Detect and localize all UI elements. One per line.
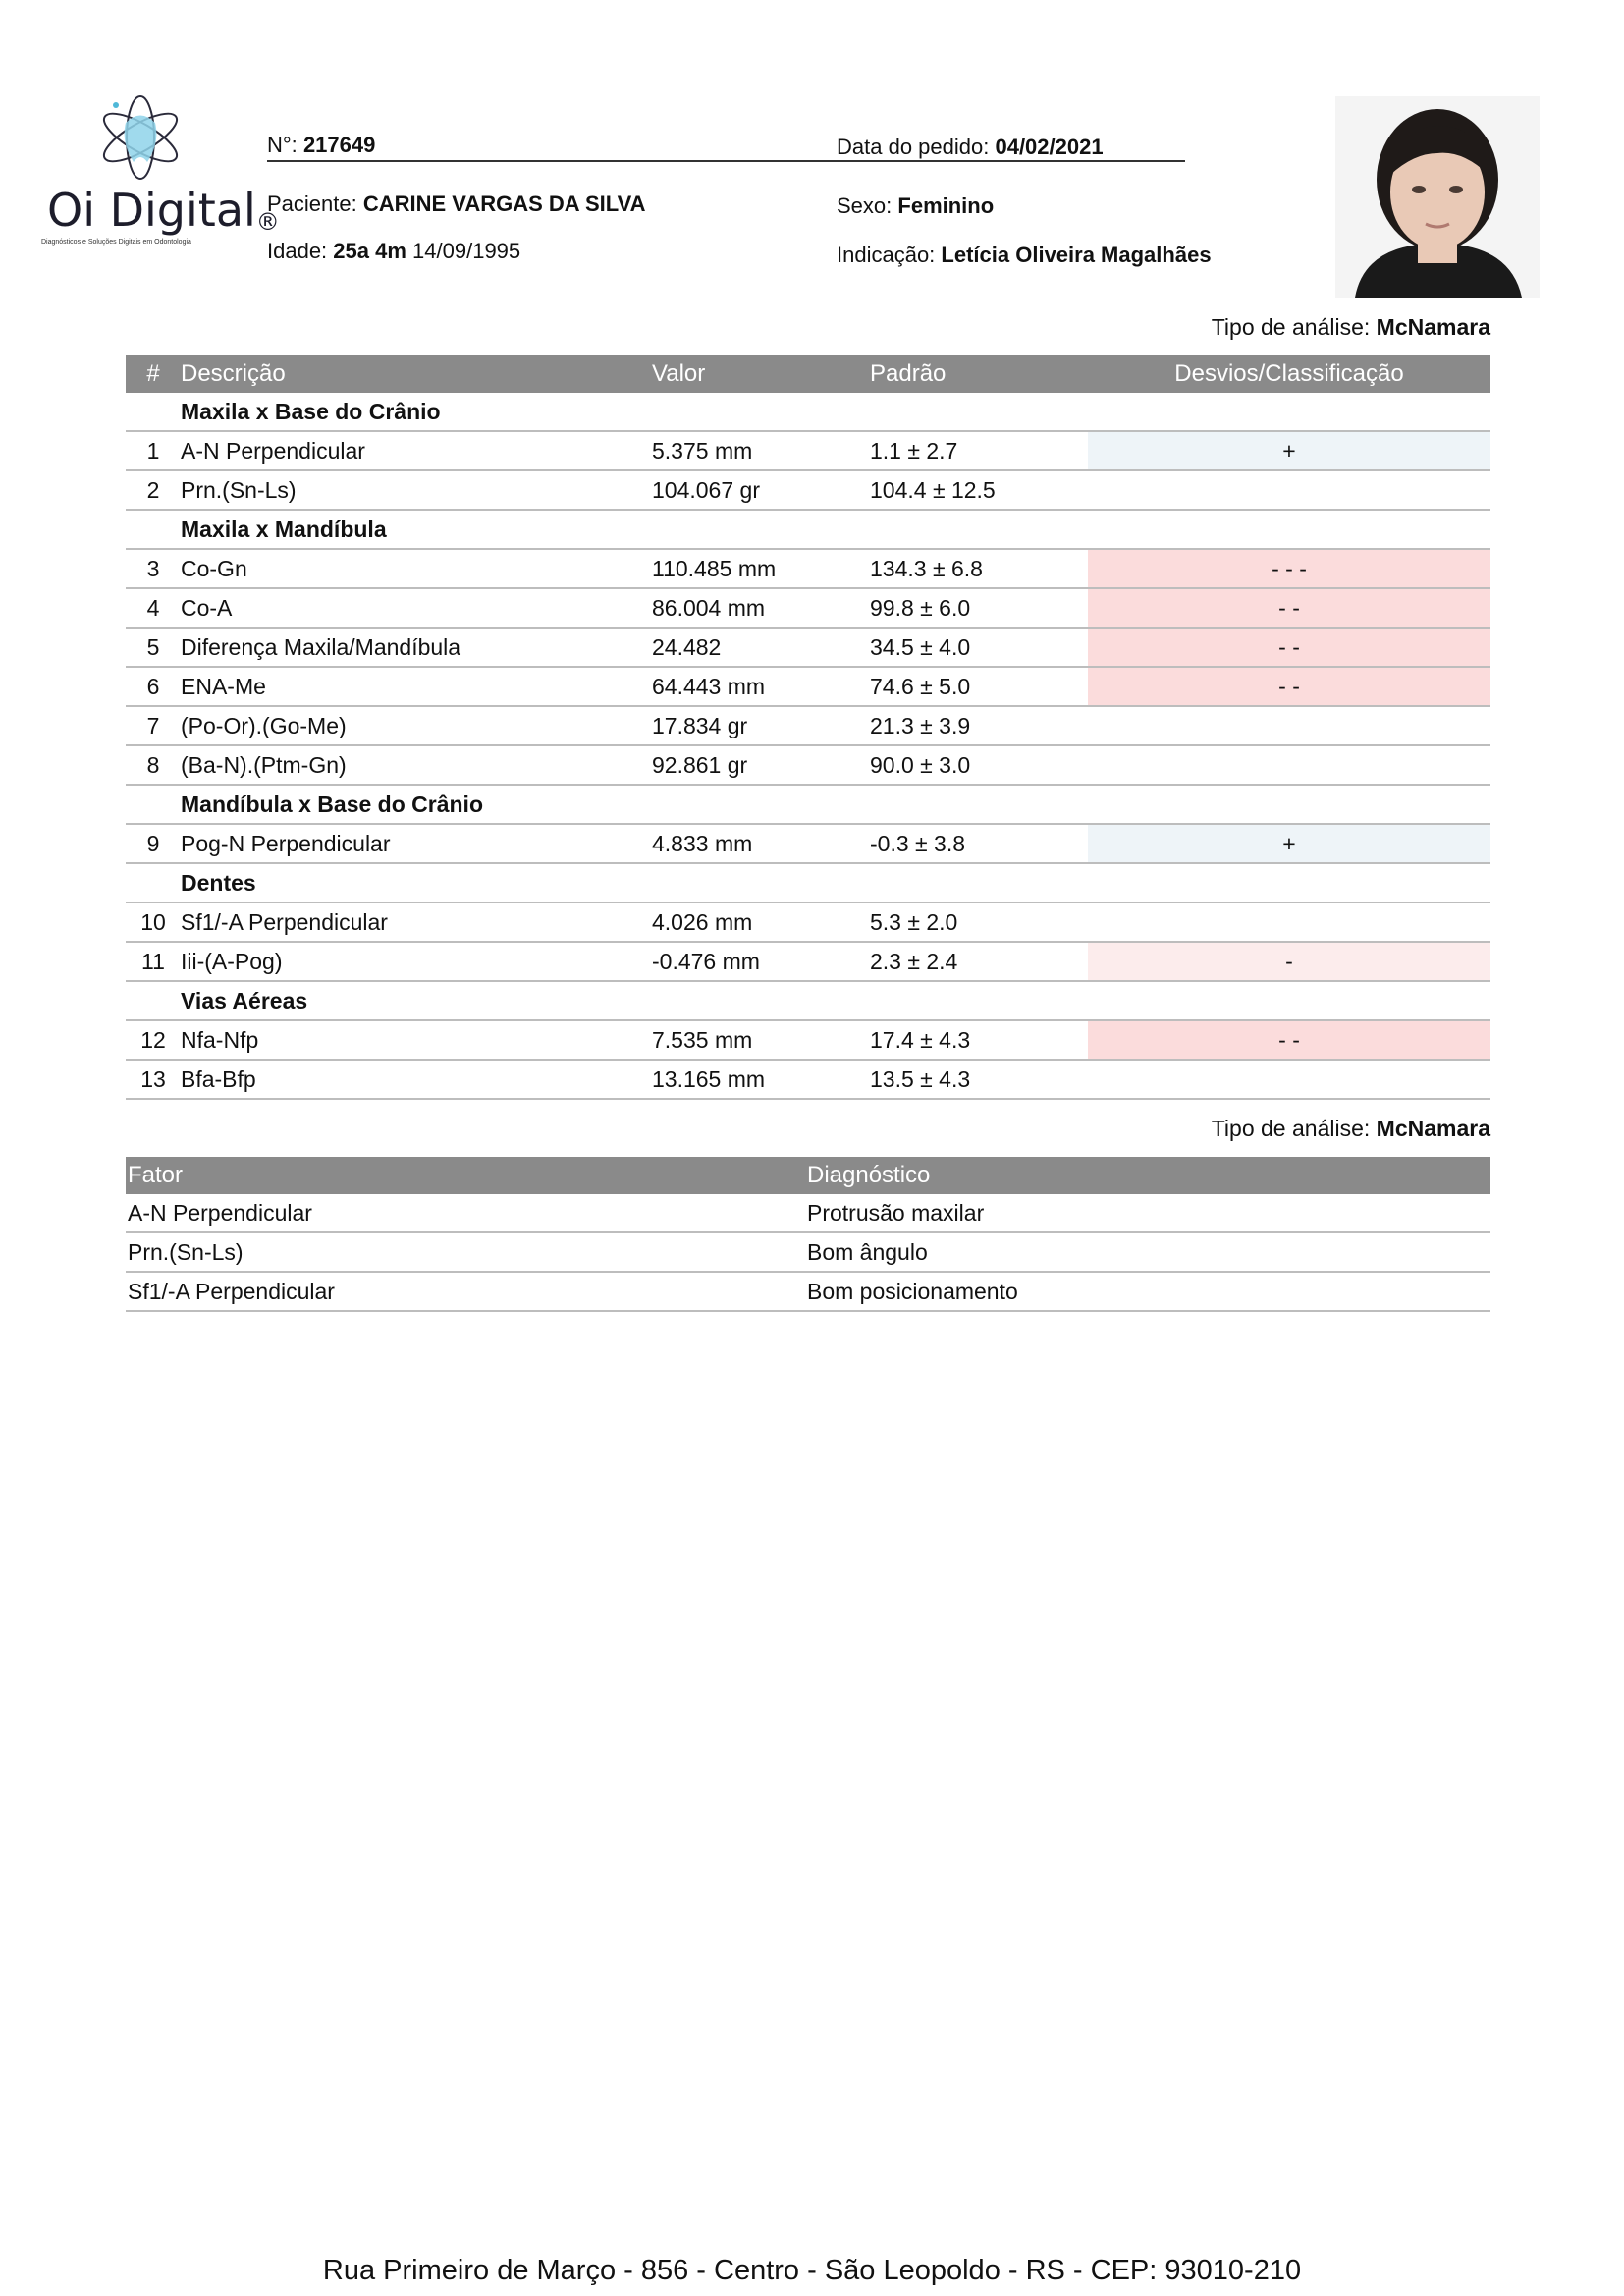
table-row xyxy=(126,1020,1490,1060)
row-desvio: - - xyxy=(1088,588,1490,628)
row-num: 10 xyxy=(126,902,181,942)
row-valor: 64.443 mm xyxy=(652,667,870,706)
section-title: Maxila x Base do Crânio xyxy=(181,393,1490,431)
row-desvio xyxy=(1088,1060,1490,1099)
patient-name: Paciente: CARINE VARGAS DA SILVA xyxy=(267,191,646,216)
row-padrao: 99.8 ± 6.0 xyxy=(870,588,1088,628)
patient-age: Idade: 25a 4m 14/09/1995 xyxy=(267,239,521,263)
row-desvio xyxy=(1088,902,1490,942)
section-title: Maxila x Mandíbula xyxy=(181,510,1490,549)
table-row xyxy=(126,706,1490,745)
table-row xyxy=(126,942,1490,981)
row-valor: 92.861 gr xyxy=(652,745,870,785)
section-title: Mandíbula x Base do Crânio xyxy=(181,785,1490,824)
row-num: 11 xyxy=(126,942,181,981)
row-padrao: 34.5 ± 4.0 xyxy=(870,628,1088,667)
table-row xyxy=(126,667,1490,706)
row-descricao: (Po-Or).(Go-Me) xyxy=(181,706,652,745)
row-descricao: Pog-N Perpendicular xyxy=(181,824,652,863)
section-row xyxy=(126,863,1490,902)
row-desvio xyxy=(1088,745,1490,785)
row-padrao: 2.3 ± 2.4 xyxy=(870,942,1088,981)
row-fator: Sf1/-A Perpendicular xyxy=(126,1272,805,1311)
section-title: Vias Aéreas xyxy=(181,981,1490,1020)
table-row xyxy=(126,588,1490,628)
row-descricao: (Ba-N).(Ptm-Gn) xyxy=(181,745,652,785)
row-num: 4 xyxy=(126,588,181,628)
col-padrao: Padrão xyxy=(870,355,1088,393)
company-logo xyxy=(39,93,280,280)
row-num: 1 xyxy=(126,431,181,470)
row-desvio xyxy=(1088,470,1490,510)
table-row xyxy=(126,1232,1490,1272)
row-padrao: 90.0 ± 3.0 xyxy=(870,745,1088,785)
row-padrao: 17.4 ± 4.3 xyxy=(870,1020,1088,1060)
order-number: N°: 217649 xyxy=(267,133,376,157)
row-desvio: - - xyxy=(1088,1020,1490,1060)
row-descricao: Nfa-Nfp xyxy=(181,1020,652,1060)
row-num: 9 xyxy=(126,824,181,863)
row-padrao: 13.5 ± 4.3 xyxy=(870,1060,1088,1099)
row-num: 13 xyxy=(126,1060,181,1099)
row-valor: 5.375 mm xyxy=(652,431,870,470)
diagnosis-table xyxy=(126,1157,1490,1312)
table-row xyxy=(126,1272,1490,1311)
row-padrao: -0.3 ± 3.8 xyxy=(870,824,1088,863)
row-num xyxy=(126,785,181,824)
row-valor: 17.834 gr xyxy=(652,706,870,745)
patient-photo xyxy=(1335,96,1540,298)
table-row xyxy=(126,824,1490,863)
logo-brand: Oi Digital® xyxy=(47,184,280,237)
col-descricao: Descrição xyxy=(181,355,652,393)
section-row xyxy=(126,981,1490,1020)
table-row xyxy=(126,902,1490,942)
row-fator: Prn.(Sn-Ls) xyxy=(126,1232,805,1272)
table-header xyxy=(126,1157,1490,1194)
row-valor: 13.165 mm xyxy=(652,1060,870,1099)
row-desvio: - - xyxy=(1088,667,1490,706)
table-row xyxy=(126,470,1490,510)
row-num xyxy=(126,863,181,902)
row-valor: 24.482 xyxy=(652,628,870,667)
row-descricao: Co-Gn xyxy=(181,549,652,588)
row-num: 6 xyxy=(126,667,181,706)
row-num: 12 xyxy=(126,1020,181,1060)
row-num: 7 xyxy=(126,706,181,745)
table-row xyxy=(126,628,1490,667)
analysis-type-2: Tipo de análise: McNamara xyxy=(1211,1116,1490,1141)
col-num: # xyxy=(126,355,181,393)
header-divider xyxy=(267,160,1185,162)
row-diagnostico: Bom ângulo xyxy=(805,1232,1490,1272)
table-row xyxy=(126,549,1490,588)
referral: Indicação: Letícia Oliveira Magalhães xyxy=(837,243,1212,267)
cephalometric-table xyxy=(126,355,1490,1100)
row-num xyxy=(126,981,181,1020)
row-desvio: - - - xyxy=(1088,549,1490,588)
col-fator: Fator xyxy=(126,1157,805,1194)
row-desvio: + xyxy=(1088,431,1490,470)
row-padrao: 21.3 ± 3.9 xyxy=(870,706,1088,745)
section-row xyxy=(126,785,1490,824)
row-descricao: A-N Perpendicular xyxy=(181,431,652,470)
row-padrao: 134.3 ± 6.8 xyxy=(870,549,1088,588)
row-valor: 110.485 mm xyxy=(652,549,870,588)
row-num: 5 xyxy=(126,628,181,667)
patient-sex: Sexo: Feminino xyxy=(837,193,995,218)
table-row xyxy=(126,1194,1490,1232)
row-num: 3 xyxy=(126,549,181,588)
row-fator: A-N Perpendicular xyxy=(126,1194,805,1232)
row-descricao: Iii-(A-Pog) xyxy=(181,942,652,981)
table-row xyxy=(126,431,1490,470)
row-valor: 104.067 gr xyxy=(652,470,870,510)
table-row xyxy=(126,1060,1490,1099)
analysis-type-1: Tipo de análise: McNamara xyxy=(1211,314,1490,340)
table-header xyxy=(126,355,1490,393)
order-date: Data do pedido: 04/02/2021 xyxy=(837,135,1104,159)
row-num: 2 xyxy=(126,470,181,510)
row-descricao: Sf1/-A Perpendicular xyxy=(181,902,652,942)
section-row xyxy=(126,393,1490,431)
row-padrao: 104.4 ± 12.5 xyxy=(870,470,1088,510)
row-valor: 86.004 mm xyxy=(652,588,870,628)
col-diagnostico: Diagnóstico xyxy=(805,1157,1490,1194)
table-row xyxy=(126,745,1490,785)
row-padrao: 74.6 ± 5.0 xyxy=(870,667,1088,706)
row-descricao: Prn.(Sn-Ls) xyxy=(181,470,652,510)
row-padrao: 1.1 ± 2.7 xyxy=(870,431,1088,470)
row-descricao: Diferença Maxila/Mandíbula xyxy=(181,628,652,667)
row-diagnostico: Bom posicionamento xyxy=(805,1272,1490,1311)
atom-logo-icon xyxy=(86,93,194,182)
row-num: 8 xyxy=(126,745,181,785)
col-valor: Valor xyxy=(652,355,870,393)
row-valor: 4.833 mm xyxy=(652,824,870,863)
row-padrao: 5.3 ± 2.0 xyxy=(870,902,1088,942)
row-descricao: ENA-Me xyxy=(181,667,652,706)
row-diagnostico: Protrusão maxilar xyxy=(805,1194,1490,1232)
section-row xyxy=(126,510,1490,549)
row-valor: 7.535 mm xyxy=(652,1020,870,1060)
footer-address: Rua Primeiro de Março - 856 - Centro - São Leopoldo - RS - CEP: 93010-210 xyxy=(322,2255,1302,2286)
logo-tagline: Diagnósticos e Soluções Digitais em Odontologia xyxy=(41,239,191,246)
row-num xyxy=(126,393,181,431)
row-descricao: Co-A xyxy=(181,588,652,628)
row-desvio: - xyxy=(1088,942,1490,981)
row-desvio xyxy=(1088,706,1490,745)
section-title: Dentes xyxy=(181,863,1490,902)
row-descricao: Bfa-Bfp xyxy=(181,1060,652,1099)
row-num xyxy=(126,510,181,549)
row-desvio: - - xyxy=(1088,628,1490,667)
row-valor: 4.026 mm xyxy=(652,902,870,942)
col-desvios: Desvios/Classificação xyxy=(1088,355,1490,393)
row-valor: -0.476 mm xyxy=(652,942,870,981)
row-desvio: + xyxy=(1088,824,1490,863)
